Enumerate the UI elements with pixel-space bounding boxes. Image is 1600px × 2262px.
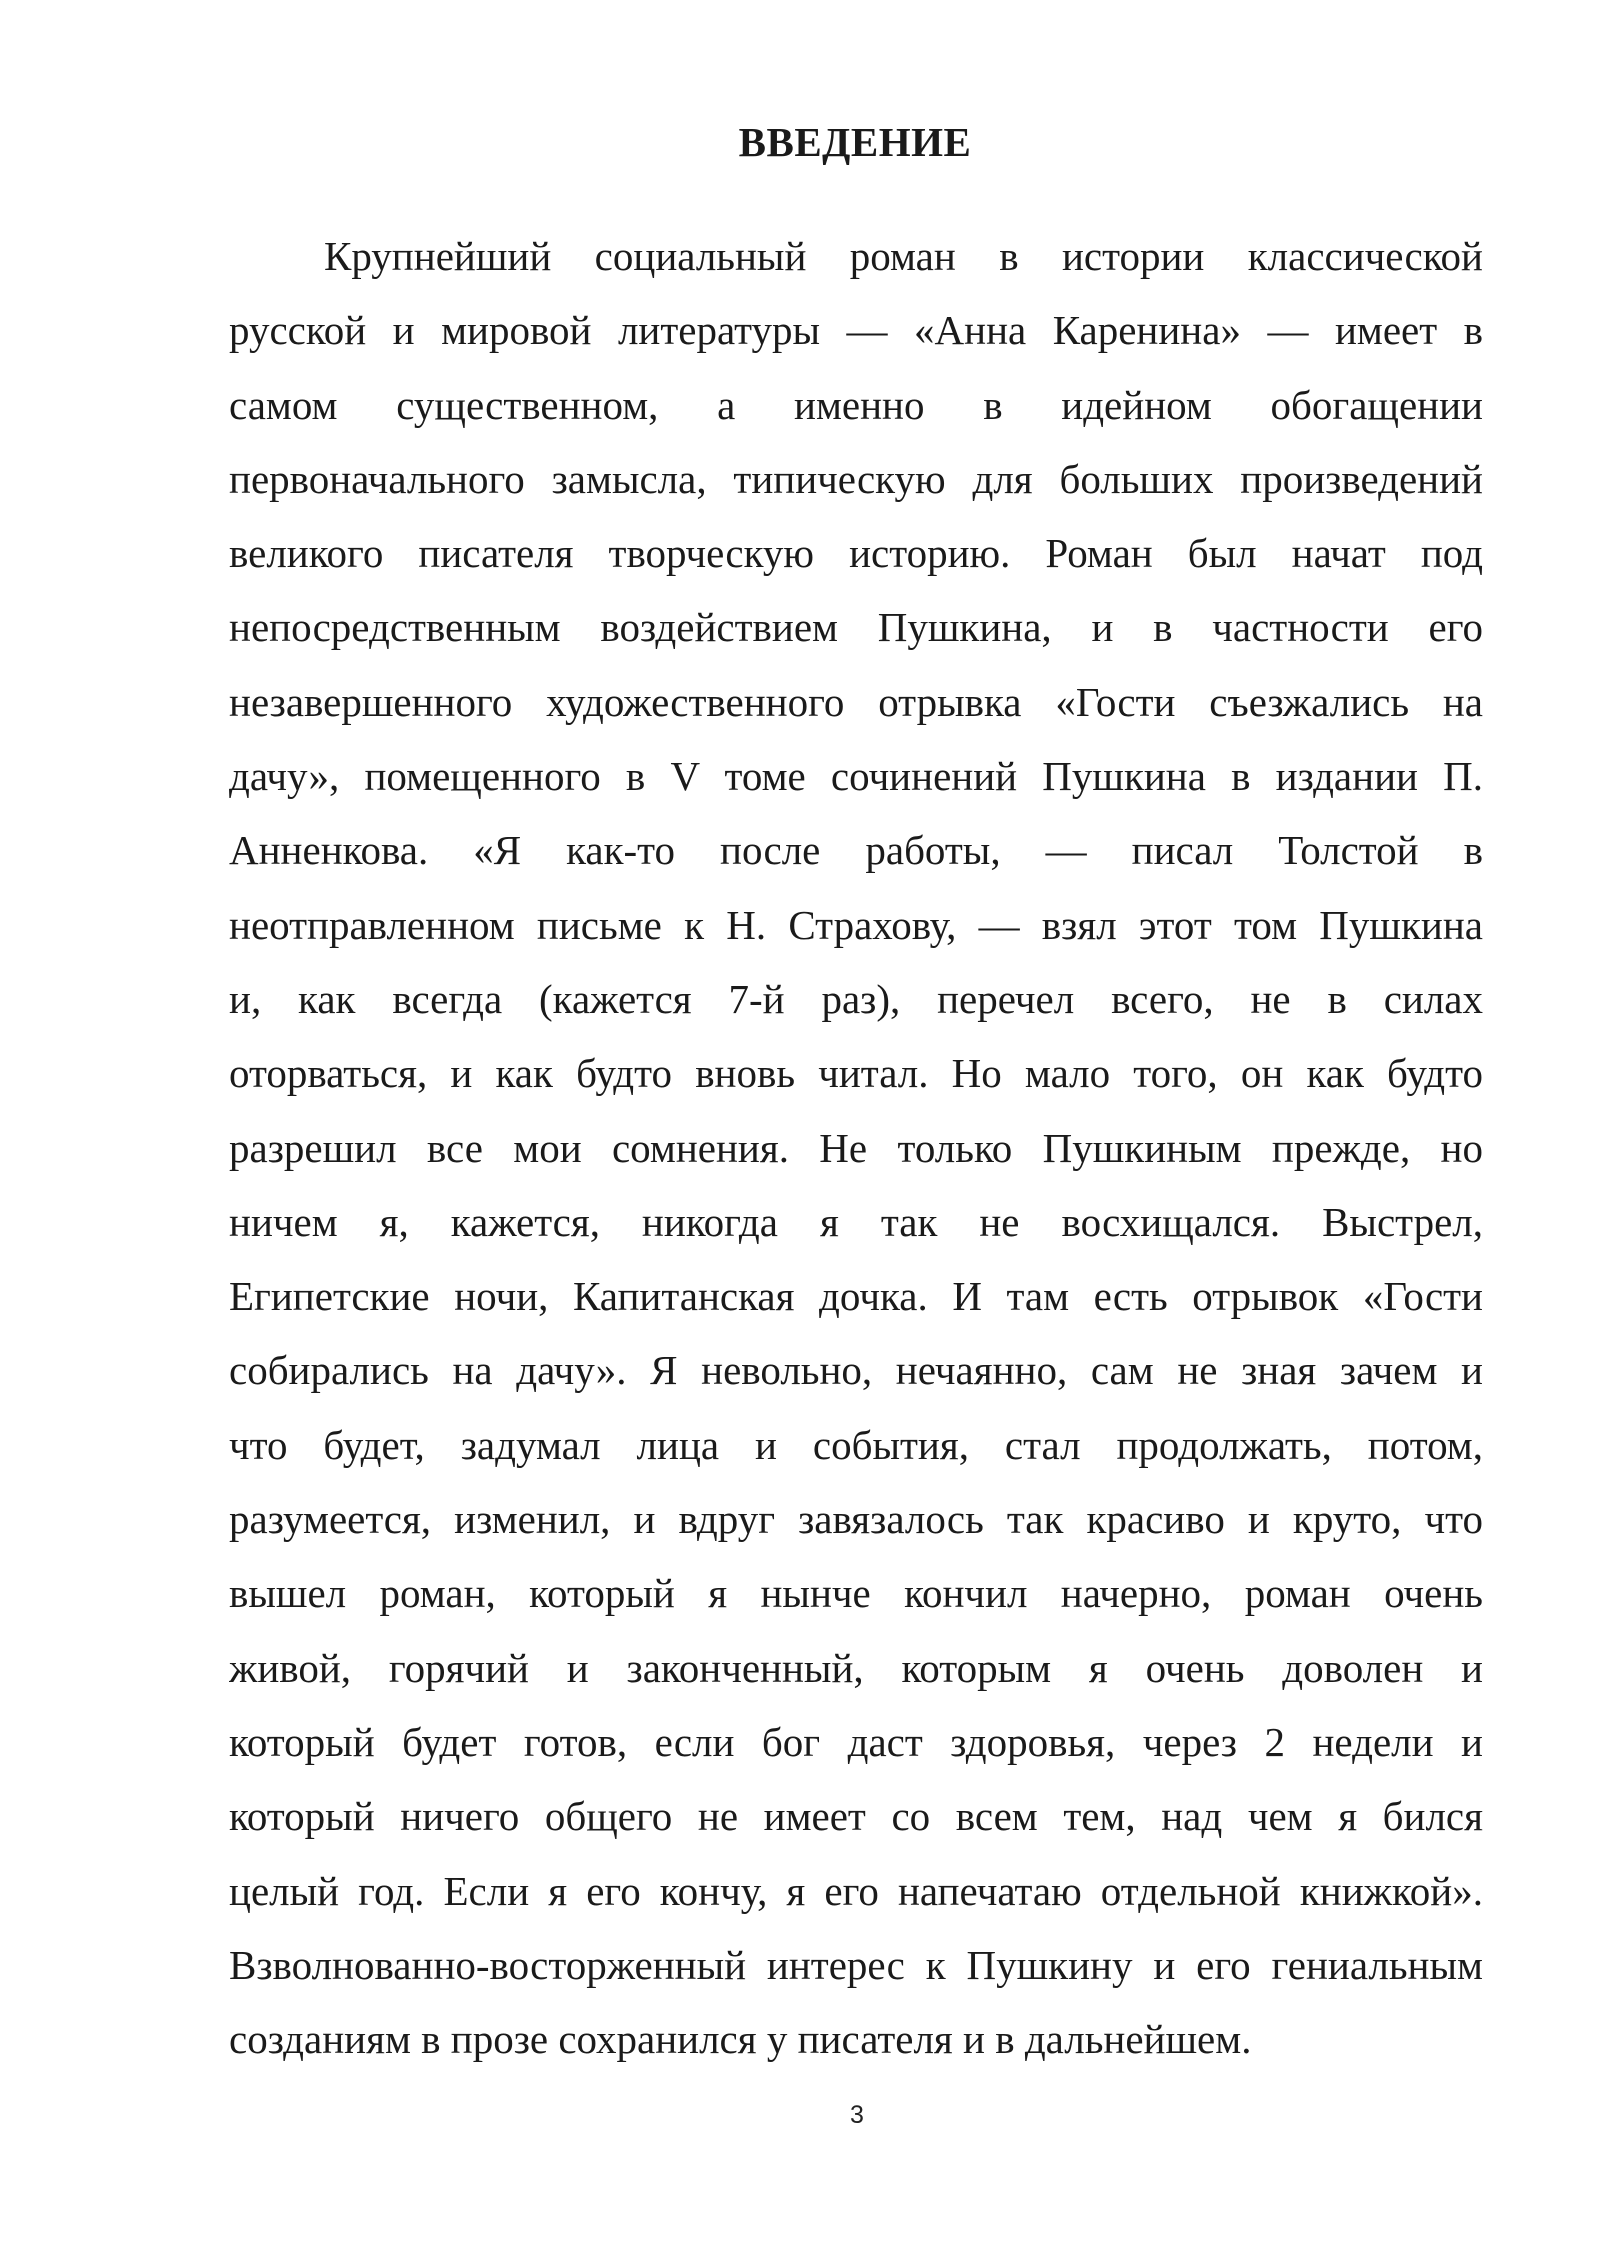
page-number: 3 — [850, 2101, 864, 2129]
paragraph-line: неотправленном письме к Н. Страхову, — взял этот том Пушкина — [229, 901, 1483, 948]
paragraph-line: который будет готов, если бог даст здоровья, через 2 недели и — [229, 1718, 1483, 1765]
paragraph-line: собирались на дачу». Я невольно, нечаянно, сам не зная зачем и — [229, 1347, 1483, 1394]
paragraph-line: дачу», помещенного в V томе сочинений Пушкина в издании П. — [229, 753, 1483, 800]
paragraph-line: Анненкова. «Я как-то после работы, — писал Толстой в — [229, 827, 1483, 874]
paragraph-line: Египетские ночи, Капитанская дочка. И там есть отрывок «Гости — [229, 1273, 1483, 1320]
paragraph-line: незавершенного художественного отрывка «Гости съезжались на — [229, 678, 1483, 725]
paragraph-line: живой, горячий и законченный, которым я очень доволен и — [229, 1644, 1483, 1691]
paragraph-line: вышел роман, который я нынче кончил начерно, роман очень — [229, 1570, 1483, 1617]
section-heading: ВВЕДЕНИЕ — [738, 119, 972, 165]
paragraph-line: разумеется, изменил, и вдруг завязалось так красиво и круто, что — [229, 1496, 1483, 1543]
paragraph-line: великого писателя творческую историю. Роман был начат под — [229, 530, 1483, 577]
paragraph-line: который ничего общего не имеет со всем тем, над чем я бился — [229, 1793, 1483, 1840]
paragraph-line: разрешил все мои сомнения. Не только Пушкиным прежде, но — [229, 1124, 1483, 1171]
paragraph-line: что будет, задумал лица и события, стал продолжать, потом, — [229, 1421, 1483, 1468]
paragraph-line: оторваться, и как будто вновь читал. Но мало того, он как будто — [229, 1050, 1483, 1097]
paragraph-line: Взволнованно-восторженный интерес к Пушкину и его гениальным — [229, 1941, 1483, 1988]
paragraph-line: и, как всегда (кажется 7-й раз), перечел всего, не в силах — [229, 975, 1483, 1022]
body-paragraph — [229, 219, 1483, 2076]
paragraph-line: непосредственным воздействием Пушкина, и в частности его — [229, 604, 1483, 651]
paragraph-line: целый год. Если я его кончу, я его напечатаю отдельной книжкой». — [229, 1867, 1483, 1914]
paragraph-line: Крупнейший социальный роман в истории классической — [324, 233, 1483, 279]
paragraph-line: самом существенном, а именно в идейном обогащении — [229, 381, 1483, 428]
paragraph-line: созданиям в прозе сохранился у писателя и в дальнейшем. — [229, 2016, 1252, 2063]
paragraph-line: первоначального замысла, типическую для больших произведений — [229, 455, 1483, 502]
paragraph-line: ничем я, кажется, никогда я так не восхищался. Выстрел, — [229, 1198, 1483, 1245]
paragraph-line: русской и мировой литературы — «Анна Каренина» — имеет в — [229, 307, 1483, 354]
